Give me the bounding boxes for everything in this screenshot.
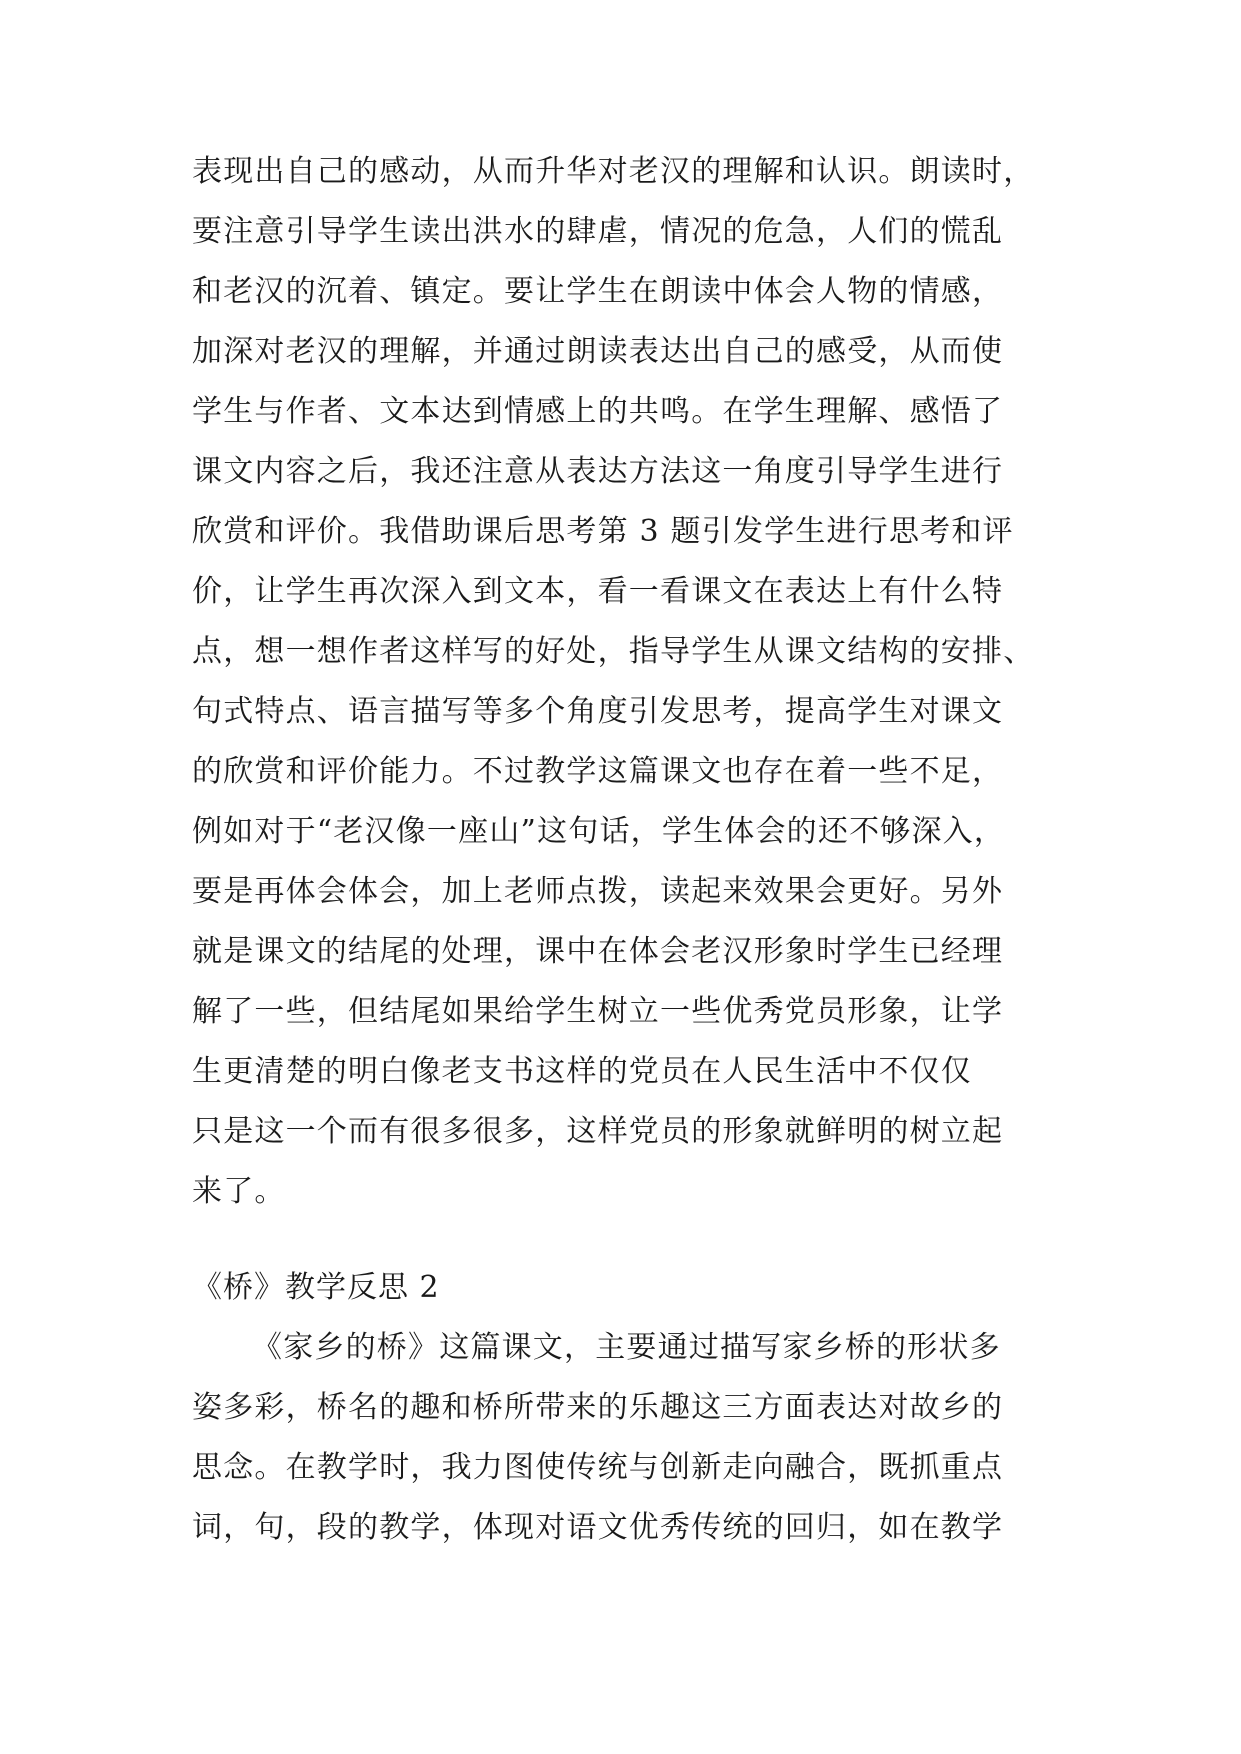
paragraph-line: 点，想一想作者这样写的好处，指导学生从课文结构的安排、 bbox=[192, 634, 1035, 669]
paragraph-line: 要注意引导学生读出洪水的肆虐，情况的危急，人们的慌乱 bbox=[192, 214, 1004, 249]
paragraph-first-line: 《家乡的桥》这篇课文，主要通过描写家乡桥的形状多 bbox=[252, 1330, 1001, 1365]
paragraph-line: 生更清楚的明白像老支书这样的党员在人民生活中不仅仅 bbox=[192, 1054, 972, 1089]
paragraph-line: 来了。 bbox=[192, 1174, 286, 1209]
paragraph-line: 和老汉的沉着、镇定。要让学生在朗读中体会人物的情感， bbox=[192, 274, 1004, 309]
paragraph-line: 只是这一个而有很多很多，这样党员的形象就鲜明的树立起 bbox=[192, 1114, 1004, 1149]
paragraph-line: 表现出自己的感动，从而升华对老汉的理解和认识。朗读时， bbox=[192, 154, 1035, 189]
paragraph-line: 课文内容之后，我还注意从表达方法这一角度引导学生进行 bbox=[192, 454, 1004, 489]
paragraph-line: 例如对于“老汉像一座山”这句话，学生体会的还不够深入， bbox=[192, 814, 1006, 849]
paragraph-line: 思念。在教学时，我力图使传统与创新走向融合，既抓重点 bbox=[192, 1450, 1004, 1485]
paragraph-line: 价，让学生再次深入到文本，看一看课文在表达上有什么特 bbox=[192, 574, 1004, 609]
paragraph-line: 的欣赏和评价能力。不过教学这篇课文也存在着一些不足， bbox=[192, 754, 1004, 789]
paragraph-line: 词，句，段的教学，体现对语文优秀传统的回归，如在教学 bbox=[192, 1510, 1004, 1545]
paragraph-line: 欣赏和评价。我借助课后思考第 3 题引发学生进行思考和评 bbox=[192, 514, 1014, 549]
paragraph-line: 就是课文的结尾的处理，课中在体会老汉形象时学生已经理 bbox=[192, 934, 1004, 969]
paragraph-line: 要是再体会体会，加上老师点拨，读起来效果会更好。另外 bbox=[192, 874, 1004, 909]
paragraph-line: 姿多彩，桥名的趣和桥所带来的乐趣这三方面表达对故乡的 bbox=[192, 1390, 1004, 1425]
section-heading: 《桥》教学反思 2 bbox=[192, 1270, 440, 1305]
paragraph-line: 句式特点、语言描写等多个角度引发思考，提高学生对课文 bbox=[192, 694, 1004, 729]
paragraph-line: 加深对老汉的理解，并通过朗读表达出自己的感受，从而使 bbox=[192, 334, 1004, 369]
paragraph-line: 学生与作者、文本达到情感上的共鸣。在学生理解、感悟了 bbox=[192, 394, 1004, 429]
paragraph-line: 解了一些，但结尾如果给学生树立一些优秀党员形象，让学 bbox=[192, 994, 1004, 1029]
